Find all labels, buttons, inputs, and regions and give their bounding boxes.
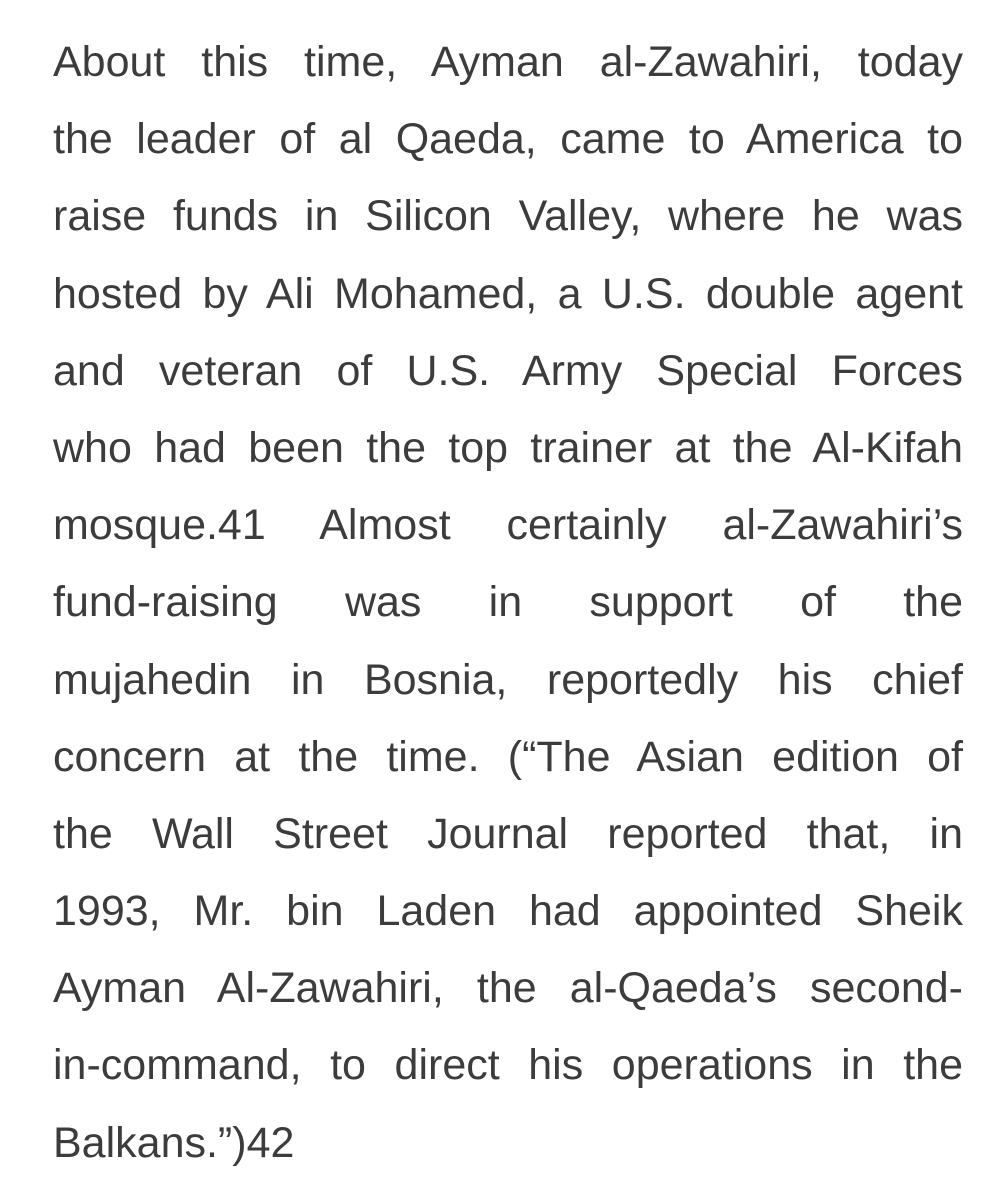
paragraph-line: fund-raising was in support of the	[53, 578, 963, 627]
paragraph-line: mujahedin in Bosnia, reportedly his chief	[53, 655, 963, 704]
paragraph-line: the leader of al Qaeda, came to America to	[53, 115, 963, 164]
paragraph-line: raise funds in Silicon Valley, where he was	[53, 192, 963, 241]
paragraph-line: and veteran of U.S. Army Special Forces	[53, 346, 963, 395]
paragraph-line: concern at the time. (“The Asian edition of	[53, 732, 963, 781]
paragraph-line: the Wall Street Journal reported that, in	[53, 809, 963, 858]
paragraph-line: who had been the top trainer at the Al-Kifah	[53, 423, 963, 472]
body-paragraph	[53, 24, 963, 1182]
paragraph-line: mosque.41 Almost certainly al-Zawahiri’s	[53, 501, 963, 550]
paragraph-line: About this time, Ayman al-Zawahiri, today	[53, 38, 963, 86]
paragraph-line: in-command, to direct his operations in the	[53, 1041, 963, 1090]
paragraph-line-last: Balkans.”)42	[53, 1118, 295, 1167]
paragraph-line: hosted by Ali Mohamed, a U.S. double agent	[53, 269, 963, 318]
paragraph-line: 1993, Mr. bin Laden had appointed Sheik	[53, 887, 963, 936]
paragraph-line: Ayman Al-Zawahiri, the al-Qaeda’s second-	[53, 964, 963, 1013]
